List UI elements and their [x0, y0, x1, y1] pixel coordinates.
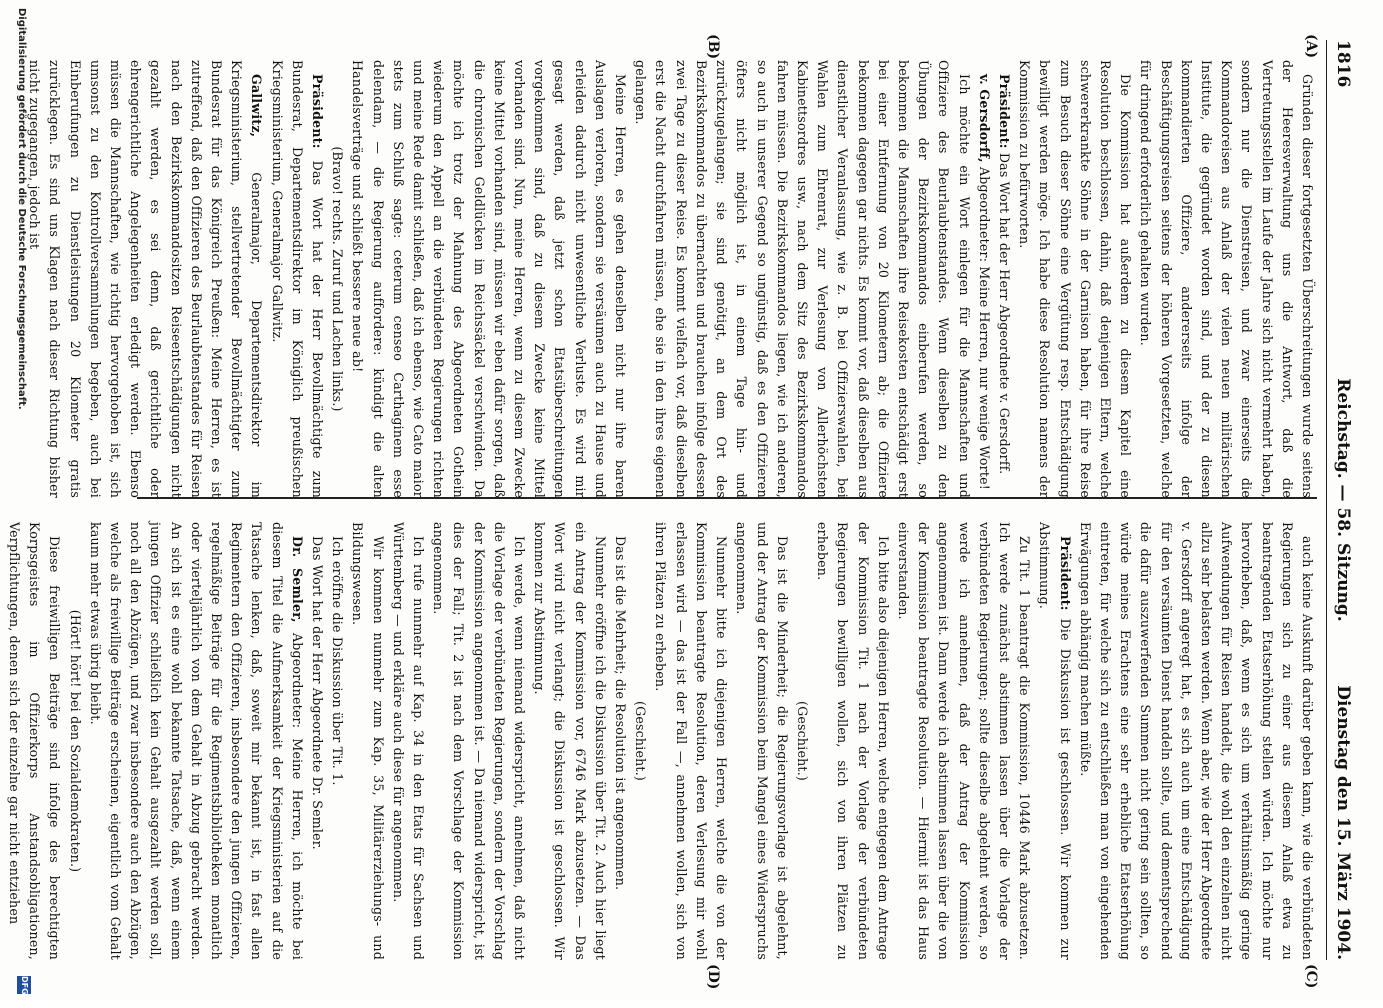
- paragraph: [893, 522, 1034, 960]
- speaker-name: Dr. Semler,: [289, 536, 305, 623]
- session-date: Dienstag den 15. März 1904.: [1333, 685, 1353, 960]
- paragraph-text: Nunmehr bitte ich diejenigen Herren, welche die von der Kommission beantragte Resolution, deren Verlesung mir wohl erlassen wird — das ist der Fall —, annehmen wollen, sich von ihren Plätzen zu erheben.: [653, 522, 730, 960]
- paragraph-text: Ich bitte also diejenigen Herren, welche entgegen dem Antrage der Kommission Tit. 1 nach der Vorlage der verbündeten Regierungen bewilligen wollen, sich von ihren Plätzen zu erheben.: [815, 522, 891, 960]
- paragraph-text: Das Wort hat der Herr Abgeordnete Dr. Semler.: [310, 536, 326, 850]
- paragraph: [4, 522, 65, 960]
- paragraph: [529, 522, 610, 960]
- paragraph-text: Abgeordneter: Meine Herren, ich möchte bei diesem Titel die Aufmerksamkeit der Kriegsministerien auf die Tatsache lenken, daß, soweit mir bekannt ist, in fast allen Regimentern den Offizieren, insbesondere den jungen Offizieren, regelmäßige Beiträge für die Regimentsbibliotheken monatlich oder vierteljährlich von dem Gehalt in Abzug gebracht werden. An sich ist es eine wohl bekannte Tatsache, daß, wenn einem jungen Offizier schließlich kein Gehalt ausgezahlt werden soll, noch all den Abzügen, und zwar insbesondere auch den Abzügen, welche als freiwillige Beiträge erscheinen, eigentlich vom Gehalt kaum mehr etwas übrig bleibt.: [87, 522, 305, 960]
- speech-paragraph: [1034, 522, 1074, 960]
- paragraph-text: Meine Herren, es gehen denselben nicht nur ihre baren Auslagen verloren, sondern sie versäumen auch zu Hause und erleiden dadurch nicht unwesentliche Verluste. Es wird mir gesagt werden, daß jetzt schon Etatsüberschreitungen vorgekommen sind, daß zu diesem Zwecke keine Mittel vorhanden sind. Nun, meine Herren, wenn zu diesem Zwecke keine Mittel vorhanden sind, müssen wir eben dafür sorgen, daß die chronischen Geldlücken im Reichssäckel verschwinden. Da möchte ich trotz der Mahnung des Abgeordneten Gothein wiederum den Appell an die verbündeten Regierungen richten und meine Rede damit schließen, daß ich ebenso, wie Cato maior stets zum Schluß sagte: ceterum censeo Carthaginem esse delendam, — die Regierung auffordere: kündigt die alten Handelsverträge und schließt bessere neue ab!: [350, 60, 629, 498]
- paragraph-text: Diese freiwilligen Beiträge sind infolge des berechtigten Korpsgeistes im Offizierkorps Anstandsobligationen, Verpflichtungen, denen sich der einzelne gar nicht entziehen: [7, 522, 63, 960]
- paragraph: [1135, 60, 1317, 498]
- paragraph-text: Abgeordneter: Meine Herren, nur wenige Worte!: [976, 166, 992, 490]
- paragraph: [812, 522, 893, 960]
- speaker-name: Präsident:: [310, 74, 326, 149]
- speaker-name: Präsident:: [996, 74, 1012, 149]
- speaker-name: v. Gersdorff,: [976, 74, 992, 163]
- paragraph-text: Das ist die Mehrheit; die Resolution ist angenommen.: [613, 536, 629, 891]
- paragraph-text: (Bravo! rechts. Zuruf und Lachen links.): [330, 146, 346, 412]
- paragraph: [327, 522, 347, 960]
- margin-marker-c: (C): [1303, 964, 1319, 989]
- paragraph-text: Ich eröffne die Diskussion über Tit. 1.: [330, 536, 346, 786]
- dfg-logo: DFG: [17, 976, 31, 994]
- interjection: [792, 522, 812, 960]
- paragraph: [1014, 60, 1135, 498]
- column-divider: [137, 497, 1317, 499]
- paragraph-text: (Hört! hört! bei den Sozialdemokraten.): [67, 609, 83, 873]
- paragraph-text: Ich werde, wenn niemand widerspricht, annehmen, daß nicht die Vorlage der verbündeten Regierungen, sondern der Vorschlag der Kommission angenommen ist. — Da niemand widerspricht, ist dies der Fall; Tit. 2 ist nach dem Vorschlage der Kommission angenommen.: [431, 522, 528, 960]
- paragraph-text: Generalmajor, Departementsdirektor im Kriegsministerium, stellvertretender Bevollmächtigter zum Bundesrat für das Königreich Preußen: Meine Herren, es ist zutreffend, daß den Offizieren des Beurlaubtenstandes für Reisen nach den Bezirkskommandositzen Reiseentschädigungen nicht gezahlt werden, es sei denn, daß gerichtliche oder ehrengerichtliche Angelegenheiten erledigt werden. Ebenso müssen die Mannschaften, wie richtig hervorgehoben ist, sich umsonst zu den Kontrollversammlungen begeben, auch bei Einberufungen zu Dienstleistungen 20 Kilometer gratis zurücklegen. Es sind uns Klagen nach dieser Richtung bisher nicht zugegangen, jedoch ist: [27, 60, 265, 498]
- margin-marker-a: (A): [1303, 34, 1319, 59]
- paragraph: [731, 522, 792, 960]
- paragraph-text: auch keine Auskunft darüber geben kann, wie die verbündeten Regierungen sich zu einer aus diesem Anlaß etwa zu beantragenden Etatserhöhung stellen würden. Ich möchte nur hervorheben, daß, wenn es sich um verhältnismäßig geringe Aufwendungen für Reisen handelt, die wohl den einzelnen nicht allzu sehr belasten werden. Wenn aber, wie der Herr Abgeordnete v. Gersdorff angeregt hat, es sich auch um eine Entschädigung für den versäumten Dienst handeln sollte, und dementsprechend die dafür auszuwerfenden Summen nicht gering sein sollten, so würde meines Erachtens eine sehr erhebliche Etatserhöhung eintreten, für welche sich zu entschließen man von eingehenden Erwägungen abhängig machen müßte.: [1077, 522, 1315, 960]
- speech-paragraph: [85, 522, 307, 960]
- left-text-column: [27, 60, 1317, 498]
- paragraph: [347, 60, 630, 498]
- paragraph: [610, 522, 630, 960]
- interjection: [64, 522, 84, 960]
- paragraph: [650, 522, 731, 960]
- paragraph: [388, 522, 428, 960]
- paragraph-text: Zu Tit. 1 beantragt die Kommission, 10446 Mark abzusetzen. Ich werde zunächst abstimmen lassen über die Vorlage der verbündeten Regierungen; sollte dieselbe abgelehnt werden, so werde ich annehmen, daß der Antrag der Kommission angenommen ist. Dann werde ich abstimmen lassen über die von der Kommission beantragte Resolution. — Hiermit ist das Haus einverstanden.: [895, 522, 1033, 960]
- paragraph: [347, 522, 387, 960]
- paragraph-text: Ich möchte ein Wort einlegen für die Mannschaften und Offiziere des Beurlaubtenstandes. Wenn dieselben zu den Übungen der Bezirkskommandos einberufen werden, so bekommen die Mannschaften ihre Reisekosten entschädigt erst bei einer Entfernung von 20 Kilometern ab; die Offiziere bekommen dagegen gar nichts. Es kommt vor, daß dieselben aus dienstlicher Veranlassung, wie z. B. bei Offizierswahlen, bei Wahlen zum Ehrenrat, zur Verlesung von Allerhöchsten Kabinettsordres usw., nach dem Sitz des Bezirkskommandos fahren müssen. Die Bezirkskommandos liegen, wie ich anderen, so auch in unserer Gegend so ungünstig, daß es den Offizieren öfters nicht möglich ist, in einem Tage hin- und zurückzugelangen; sie sind genötigt, an dem Ort des Bezirkskommandos zu übernachten und brauchen infolge dessen zwei Tage zu dieser Reise. Es kommt vielfach vor, daß dieselben erst die Nacht durchfahren müssen, ehe sie in den ihres eigenen gelangen.: [633, 60, 972, 498]
- paragraph-text: Ich rufe nunmehr auf Kap. 34 in den Etats für Sachsen und Württemberg — und erkläre auch diese für angenommen.: [390, 522, 427, 960]
- speech-paragraph: [974, 60, 994, 498]
- paragraph-text: Das Wort hat der Herr Abgeordnete v. Gersdorff.: [996, 152, 1012, 475]
- page-header: [1326, 40, 1353, 960]
- paragraph: [1075, 522, 1317, 960]
- speaker-name: Gallwitz,: [249, 74, 265, 138]
- paragraph-text: Wir kommen nunmehr zum Kap. 35, Militärerziehungs- und Bildungswesen.: [350, 522, 386, 960]
- page-number: 1816: [1333, 40, 1353, 88]
- paragraph-text: Die Diskussion ist geschlossen. Wir kommen zur Abstimmung.: [1037, 522, 1073, 960]
- paragraph: [428, 522, 529, 960]
- paragraph-text: (Geschieht.): [794, 700, 810, 782]
- speech-paragraph: [266, 60, 327, 498]
- paragraph-text: Gründen dieser fortgesetzten Überschreitungen wurde seitens der Heeresverwaltung uns die Antwort, daß die Vertretungsstellen im Laufe der Jahre sich nicht vermehrt haben, sondern nur die Dienstreisen, und zwar einerseits die Kommandoreisen aus Anlaß der vielen neuen militärischen Institute, die gegründet worden sind, und der zu diesen kommandierten Offiziere, andererseits infolge der Beschäftigungsreisen seitens der höheren Vorgesetzten, welche für dringend erforderlich gehalten wurden.: [1138, 60, 1315, 498]
- interjection: [630, 522, 650, 960]
- margin-marker-d: (D): [705, 964, 721, 990]
- right-text-column: [7, 522, 1317, 960]
- paragraph: [307, 522, 327, 960]
- paragraph-text: Das ist die Minderheit; die Regierungsvorlage ist abgelehnt, und der Antrag der Kommission beim Mangel eines Widerspruchs angenommen.: [734, 522, 790, 960]
- paragraph-text: Nunmehr eröffne ich die Diskussion über Tit. 2. Auch hier liegt ein Antrag der Kommission vor, 6746 Mark abzusetzen. — Das Wort wird nicht verlangt; die Diskussion ist geschlossen. Wir kommen zur Abstimmung.: [532, 522, 608, 960]
- interjection: [327, 60, 347, 498]
- paragraph-text: Das Wort hat der Herr Bevollmächtigte zum Bundesrat, Departementsdirektor im Königlich preußischen Kriegsministerium, Generalmajor Gallwitz.: [269, 60, 326, 498]
- margin-marker-b: (B): [705, 34, 721, 60]
- paragraph-text: Die Kommission hat außerdem zu diesem Kapitel eine Resolution beschlossen, dahin, daß denjenigen Eltern, welche schwererkrankte Söhne in der Garnison haben, für ihre Reise zum Besuch dieser Söhne eine Vergütung resp. Entschädigung bewilligt werden möge. Ich habe diese Resolution namens der Kommission zu befürworten.: [1017, 60, 1134, 498]
- page-title: Reichstag. — 58. Sitzung.: [1333, 378, 1353, 622]
- paragraph-text: (Geschieht.): [633, 700, 649, 782]
- digitization-note: Digitalisierung gefördert durch die Deutsche Forschungsgemeinschaft.: [16, 8, 27, 410]
- speech-paragraph: [994, 60, 1014, 498]
- speech-paragraph: [24, 60, 266, 498]
- paragraph: [630, 60, 973, 498]
- speaker-name: Präsident:: [1057, 536, 1073, 611]
